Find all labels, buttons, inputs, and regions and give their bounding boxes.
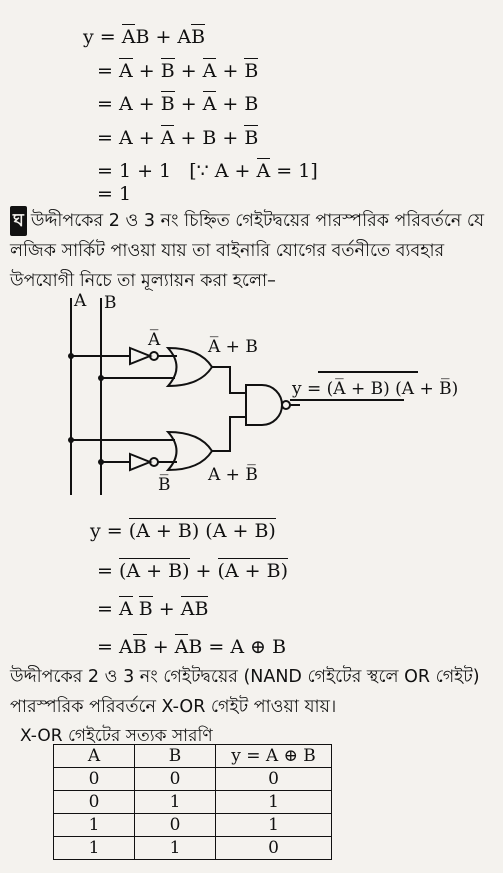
part-gha-paragraph (10, 206, 498, 296)
truth-table-header-row (54, 745, 332, 768)
circuit-not-b-label: B̅ (158, 475, 171, 495)
circuit-or2-label: A + B̅ (208, 465, 258, 485)
table-row (54, 768, 332, 791)
truth-table-cell: 0 (216, 837, 332, 860)
truth-table-header-y: y = A ⊕ B (216, 745, 332, 768)
truth-table-header-b: B (135, 745, 216, 768)
table-row (54, 791, 332, 814)
truth-table-cell: 1 (54, 837, 135, 860)
top-derivation-line-4: = A + A + B + B (97, 127, 259, 149)
truth-table-cell: 1 (216, 791, 332, 814)
top-derivation-line-6: = 1 (97, 183, 132, 205)
truth-table-cell: 1 (135, 837, 216, 860)
truth-table-cell: 0 (135, 814, 216, 837)
circuit-output-label: y = (A̅ + B) (A + B̅) (292, 379, 459, 399)
second-derivation-line-1: y = (A + B) (A + B) (90, 520, 276, 542)
truth-table-cell: 1 (216, 814, 332, 837)
truth-table-cell: 0 (135, 768, 216, 791)
table-row (54, 814, 332, 837)
truth-table-title: X-OR গেইটের সত্যক সারণি (20, 726, 213, 746)
second-derivation-line-4: = AB + AB = A ⊕ B (97, 636, 287, 658)
second-derivation-line-3: = A B + AB (97, 598, 209, 620)
part-gha-badge: ঘ (10, 206, 27, 236)
truth-table-cell: 1 (135, 791, 216, 814)
top-derivation-line-2: = A + B + A + B (97, 60, 259, 82)
truth-table-cell: 0 (216, 768, 332, 791)
top-derivation-line-5: = 1 + 1 [∵ A + A = 1] (97, 160, 318, 182)
logic-circuit (0, 290, 503, 500)
top-derivation-line-1: y = AB + AB (83, 26, 206, 48)
truth-table-header-a: A (54, 745, 135, 768)
truth-table-cell: 1 (54, 814, 135, 837)
top-derivation-line-3: = A + B + A + B (97, 93, 259, 115)
circuit-not-a-label: A̅ (148, 330, 161, 350)
table-row (54, 837, 332, 860)
truth-table (53, 744, 332, 860)
second-derivation-line-2: = (A + B) + (A + B) (97, 560, 289, 582)
conclusion-paragraph: উদ্দীপকের 2 ও 3 নং গেইটদ্বয়ের (NAND গেইটের স্থলে OR গেইট) পারস্পরিক পরিবর্তনে X-OR গেইট পাওয়া যায়। (10, 667, 480, 717)
truth-table-cell: 0 (54, 768, 135, 791)
circuit-input-b: B (104, 293, 117, 313)
part-gha-text: উদ্দীপকের 2 ও 3 নং চিহ্নিত গেইটদ্বয়ের পারস্পরিক পরিবর্তনে যে লজিক সার্কিট পাওয়া যায় তা বাইনারি যোগের বর্তনীতে ব্যবহার উপযোগী নিচে তা মূল্যায়ন করা হলো– (10, 211, 485, 291)
circuit-or1-label: A̅ + B (208, 337, 258, 357)
truth-table-cell: 0 (54, 791, 135, 814)
circuit-input-a: A (74, 291, 87, 311)
